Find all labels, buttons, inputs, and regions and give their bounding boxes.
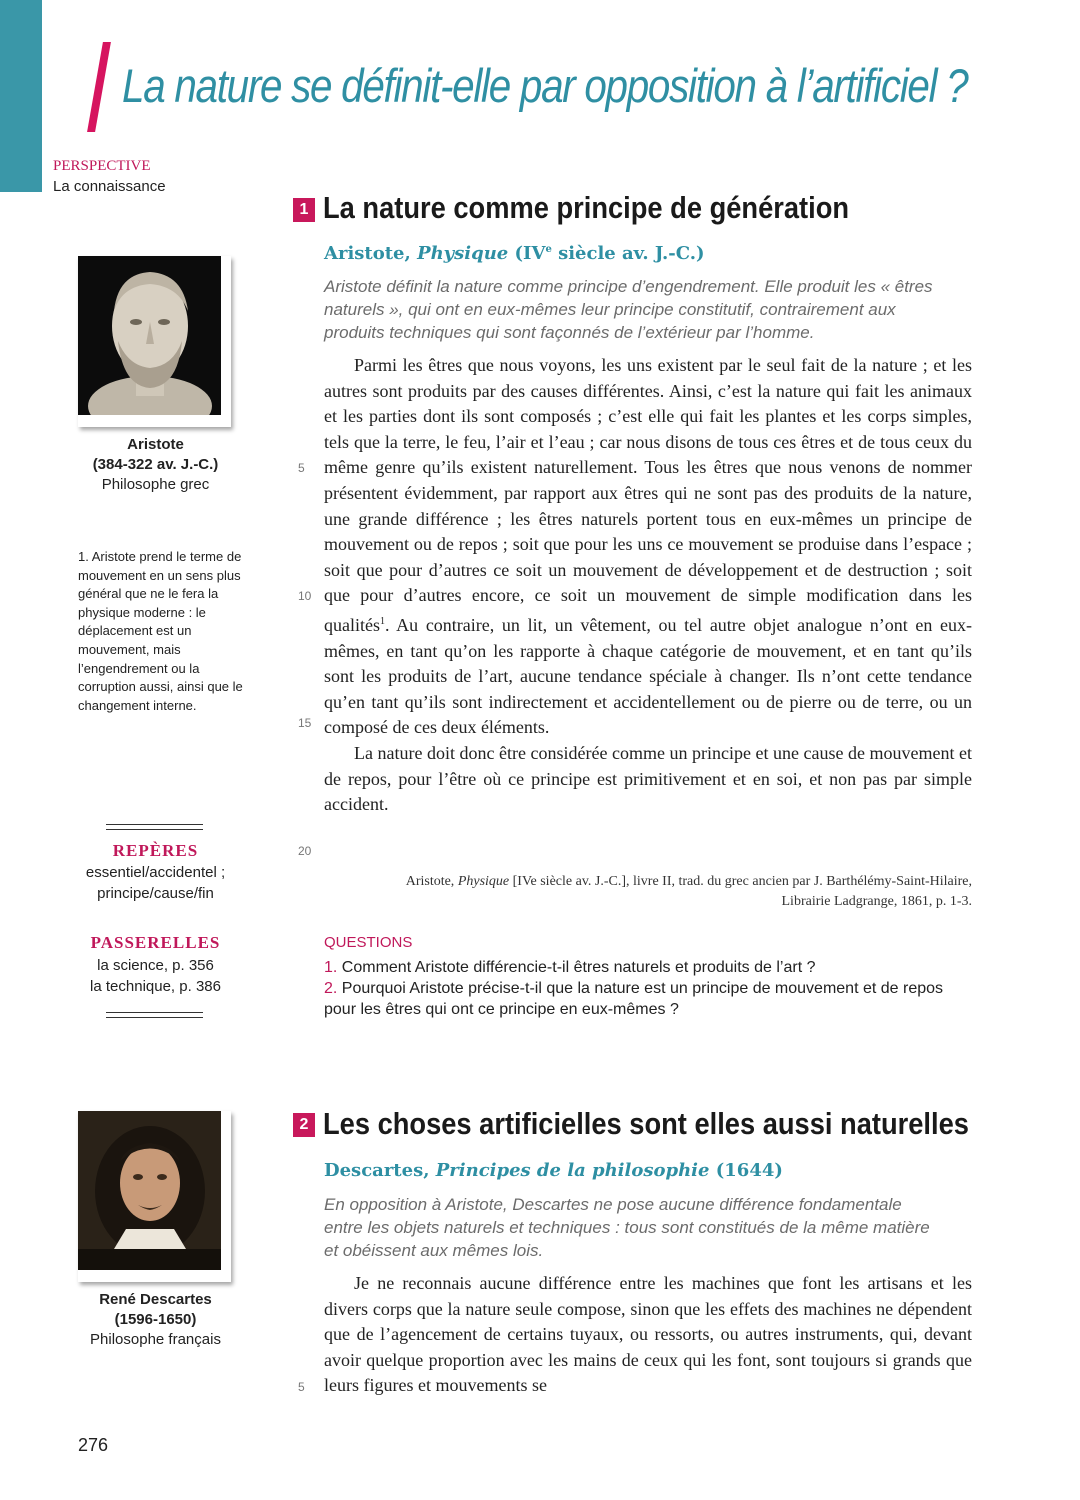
perspective-label: PERSPECTIVE: [53, 158, 151, 174]
section-1-author-line: [324, 243, 705, 264]
aristotle-caption: Aristote (384-322 av. J.-C.) Philosophe grec: [92, 436, 219, 493]
reperes-rule: [106, 824, 203, 830]
page-number: 276: [78, 1435, 109, 1455]
descartes-portrait: [78, 1111, 231, 1282]
section-1-work: Physique: [417, 243, 509, 264]
section-2-text: [324, 1271, 972, 1399]
section-2-intro: En opposition à Aristote, Descartes ne pose aucune différence fondamentale entre les objets naturels et techniques : tous sont constitués de la même matière et obéissent aux mêmes lois.: [324, 1195, 930, 1260]
section-1-author: Aristote,: [324, 243, 411, 264]
section-2-title: Les choses artificielles sont elles aussi naturelles: [323, 1106, 969, 1141]
line-number: 10: [298, 589, 312, 603]
reperes-text: essentiel/accidentel ; principe/cause/fin: [85, 864, 226, 902]
section-1-text: [324, 353, 972, 818]
section-2-author-line: [324, 1160, 783, 1181]
descartes-caption: René Descartes (1596-1650) Philosophe français: [90, 1291, 221, 1348]
line-number: 15: [298, 716, 312, 730]
section-1-intro: Aristote définit la nature comme principe d’engendrement. Elle produit les « êtres naturels », qui ont en eux-mêmes leur principe constitutif, contrairement aux produits techniques qui sont façonnés de l’extérieur par l’homme.: [324, 277, 933, 342]
section-2-paragraph-1: Je ne reconnais aucune différence entre les machines que font les artisans et les divers corps que la nature seule compose, sinon que les effets des machines ne dépendent que de l’agencement de certains tuyaux, ou ressorts, ou autres instruments, qui, devant avoir quelque proportion avec les mains de ceux qui les font, sont toujours si grands que leurs figures et mouvements se: [324, 1273, 972, 1396]
section-1-date: (IVe siècle av. J.-C.): [514, 243, 705, 264]
line-number: 5: [298, 1380, 305, 1394]
section-1-title: La nature comme principe de génération: [323, 190, 850, 225]
section-2-author: Descartes,: [324, 1160, 430, 1181]
question-item: 1. Comment Aristote différencie-t-il êtres naturels et produits de l’art ?: [324, 959, 816, 976]
passerelles-label: PASSERELLES: [90, 933, 221, 952]
title-accent-bar: [87, 42, 111, 132]
section-2-number: 2: [293, 1113, 315, 1137]
questions-label: QUESTIONS: [324, 934, 413, 951]
footnote: 1. Aristote prend le terme de mouvement en un sens plus général que ne le fera la physique moderne : le déplacement est un mouvement, mais l’engendrement ou la corruption aussi, ainsi que le changement interne.: [78, 549, 243, 713]
reperes-label: REPÈRES: [112, 841, 199, 860]
section-1-citation: Aristote, Physique [IVe siècle av. J.-C.], livre II, trad. du grec ancien par J. Barthélémy-Saint-Hilaire, Librairie Ladgrange, 1861, p. 1-3.: [405, 874, 972, 909]
section-1-number: 1: [293, 198, 315, 222]
footnote-ref: 1: [380, 615, 385, 627]
section-2-date: (1644): [715, 1160, 783, 1181]
line-number: 20: [298, 844, 312, 858]
page-title: La nature se définit-elle par opposition à l’artificiel ?: [122, 59, 968, 112]
perspective-value: La connaissance: [53, 178, 166, 195]
section-1-paragraph-2: La nature doit donc être considérée comme un principe et une cause de mouvement et de repos, pour l’être où ce principe est primitivement et en soi, et non pas par simple accident.: [324, 742, 972, 815]
line-number: 5: [298, 461, 305, 475]
aristotle-portrait: [78, 256, 231, 427]
passerelles-rule: [106, 1012, 203, 1018]
question-item: 2. Pourquoi Aristote précise-t-il que la nature est un principe de mouvement et de repos pour les êtres qui ont ce principe en eux-mêmes ?: [324, 980, 944, 1018]
chapter-color-tab: [0, 0, 42, 192]
passerelles-text: la science, p. 356 la technique, p. 386: [90, 957, 221, 995]
section-1-paragraph-1: Parmi les êtres que nous voyons, les uns existent par le seul fait de la nature ; et les autres sont produits par des causes différentes. Ainsi, c’est la nature qui fait les animaux et les parties dont ils sont composés ; c’est elle qui fait les plantes et les corps simples, tels que la terre, le feu, l’air et l’eau ; car nous disons de tous ces êtres et de tous ceux du même genre qu’ils existent naturellement. Tous les êtres que nous venons de nommer présentent évidemment, par rapport aux êtres qui ne sont pas des produits de la nature, une grande différence ; les êtres naturels portent tous en eux-mêmes un principe de mouvement ou de repos ; soit que pour les uns ce mouvement se produise dans l’espace ; soit que pour d’autres ce soit un mouvement de développement et de destruction ; soit que pour d’autres encore, ce soit un mouvement de simple modification dans les qualités$^1$. Au contraire, un lit, un vêtement, ou tel autre objet analogue n’ont en eux-mêmes, en tant qu’on les rapporte à chaque catégorie de mouvement, et en tant qu’ils sont les produits de l’art, aucune tendance spéciale à changer. Ils n’ont cette tendance qu’en tant qu’ils sont indirectement et accidentellement ou de pierre ou de terre, ou un composé de ces deux éléments.: [324, 355, 972, 738]
section-2-work: Principes de la philosophie: [435, 1160, 710, 1181]
